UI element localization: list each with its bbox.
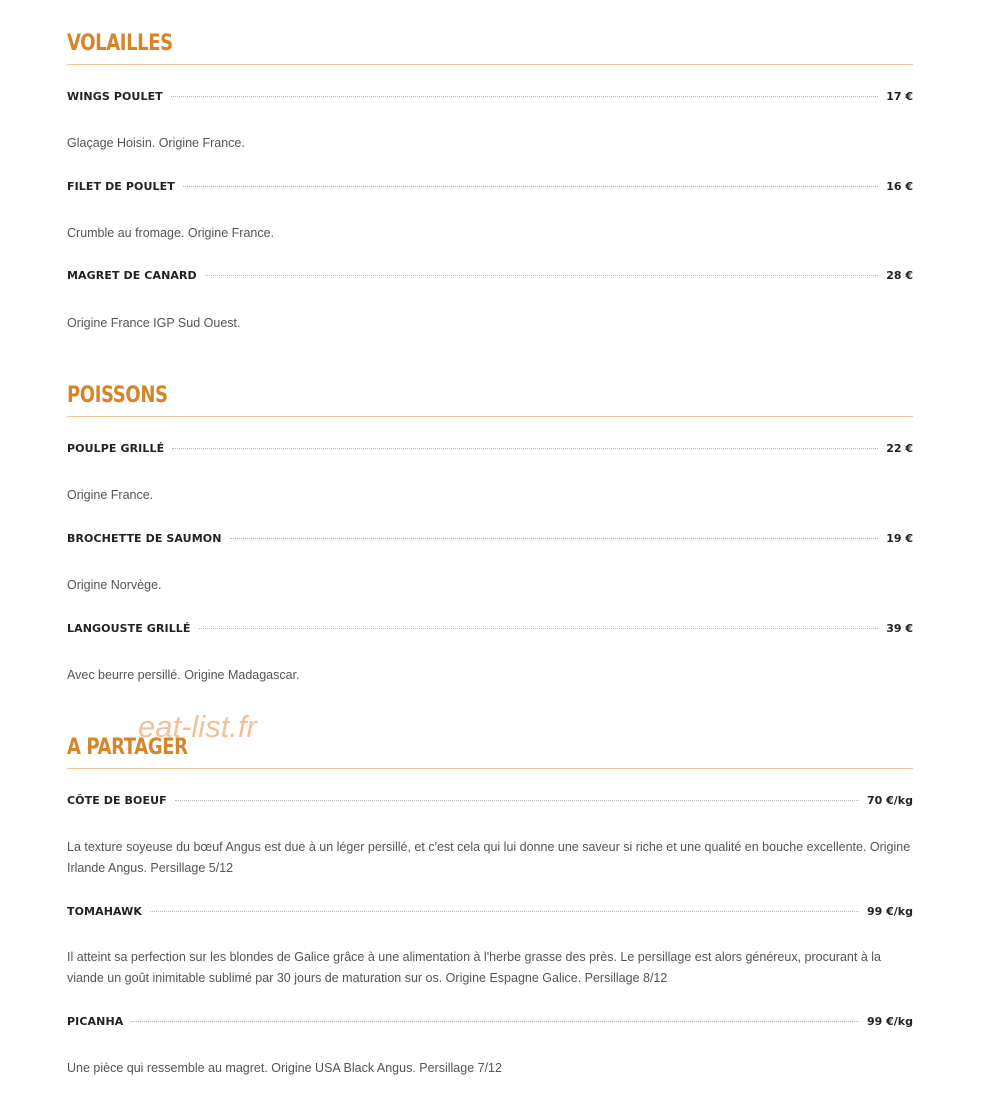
item-name: PICANHA [67,1015,124,1028]
menu-item [67,1014,913,1030]
section-title: VOLAILLES [67,31,173,56]
dot-leader [172,448,878,449]
item-name: BROCHETTE DE SAUMON [67,532,222,545]
item-name: WINGS POULET [67,90,163,103]
dot-leader [230,538,879,539]
item-price: 99 €/kg [867,1015,913,1028]
item-name: POULPE GRILLÉ [67,442,165,455]
section-title: POISSONS [67,383,168,408]
section-divider [67,64,913,65]
menu-item [67,531,913,547]
menu-item [67,441,913,457]
item-description: Crumble au fromage. Origine France. [67,226,275,240]
dot-leader [131,1021,859,1022]
item-description: Origine France IGP Sud Ouest. [67,316,241,330]
menu-item [67,904,913,920]
item-name: LANGOUSTE GRILLÉ [67,622,191,635]
item-description: Origine France. [67,488,154,502]
item-description: Avec beurre persillé. Origine Madagascar. [67,668,300,682]
item-price: 99 €/kg [867,905,913,918]
watermark: eat-list.fr [138,709,257,744]
item-description: Glaçage Hoisin. Origine France. [67,136,245,150]
item-name: FILET DE POULET [67,180,175,193]
item-description: Origine Norvège. [67,578,162,592]
item-price: 16 € [886,180,913,193]
menu-item [67,268,913,284]
menu-item [67,621,913,637]
item-price: 17 € [886,90,913,103]
item-price: 22 € [886,442,913,455]
dot-leader [171,96,878,97]
section-poissons [67,382,913,417]
item-name: TOMAHAWK [67,905,142,918]
dot-leader [175,800,859,801]
dot-leader [150,911,859,912]
item-name: CÔTE DE BOEUF [67,794,167,807]
item-description: La texture soyeuse du bœuf Angus est due à un léger persillé, et c'est cela qui lui donne une saveur si riche et une qualité en bouche excellente. Origine Irlande Angus. Persillage 5/12 [67,840,911,875]
section-volailles [67,30,913,65]
item-name: MAGRET DE CANARD [67,269,197,282]
section-a-partager [67,734,913,769]
item-price: 28 € [886,269,913,282]
dot-leader [205,275,878,276]
section-divider [67,768,913,769]
menu-item [67,793,913,809]
item-price: 70 €/kg [867,794,913,807]
item-description: Il atteint sa perfection sur les blondes de Galice grâce à une alimentation à l'herbe grasse des près. Le persillage est alors généreux, procurant à la viande un goût inimitable sublimé par 30 jours de maturation sur os. Origine Espagne Galice. Persillage 8/12 [67,950,881,985]
item-description: Une pièce qui ressemble au magret. Origine USA Black Angus. Persillage 7/12 [67,1061,502,1075]
item-price: 19 € [886,532,913,545]
section-title: A PARTAGER [67,735,188,760]
menu-item [67,179,913,195]
dot-leader [199,628,879,629]
menu-item [67,89,913,105]
dot-leader [183,186,878,187]
item-price: 39 € [886,622,913,635]
section-divider [67,416,913,417]
